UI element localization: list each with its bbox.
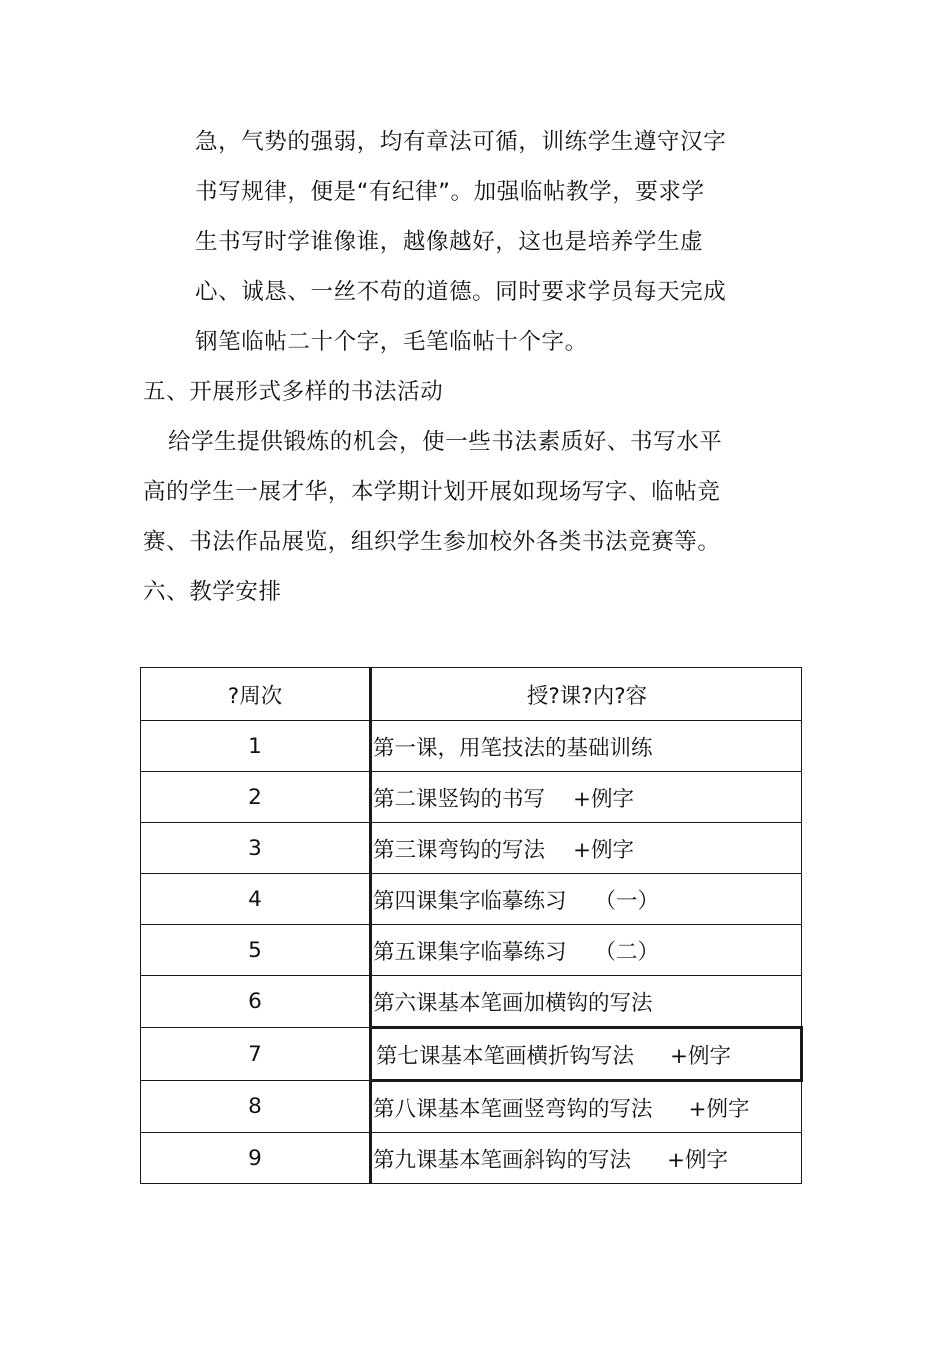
lesson-title: 第五课集字临摹练习 [373, 939, 567, 965]
paragraph-line: 赛、书法作品展览，组织学生参加校外各类书法竞赛等。 [143, 529, 721, 555]
week-cell: 6 [141, 976, 371, 1028]
content-cell [371, 874, 802, 925]
content-cell [371, 1081, 802, 1133]
paragraph-line: 心、诚恳、一丝不苟的道德。同时要求学员每天完成 [195, 279, 727, 305]
content-cell [371, 772, 802, 823]
lesson-suffix: （二） [594, 939, 660, 965]
paragraph-line: 钢笔临帖二十个字，毛笔临帖十个字。 [195, 329, 588, 355]
lesson-title: 第三课弯钩的写法 [373, 837, 546, 863]
table-row [141, 1081, 802, 1133]
paragraph-line: 急，气势的强弱，均有章法可循，训练学生遵守汉字 [195, 129, 727, 155]
table-header-row [141, 668, 802, 721]
paragraph-line: 高的学生一展才华，本学期计划开展如现场写字、临帖竞 [143, 479, 721, 505]
week-cell: 7 [141, 1028, 371, 1081]
content-cell [371, 823, 802, 874]
header-week: ?周次 [141, 668, 371, 721]
week-cell: 5 [141, 925, 371, 976]
week-cell: 9 [141, 1133, 371, 1184]
table-row [141, 721, 802, 772]
paragraph-line: 书写规律，便是“有纪律”。加强临帖教学，要求学 [195, 179, 705, 205]
table-row [141, 1133, 802, 1184]
header-content: 授?课?内?容 [371, 668, 802, 721]
lesson-title: 第九课基本笔画斜钩的写法 [373, 1147, 632, 1173]
lesson-title: 第六课基本笔画加横钩的写法 [373, 990, 653, 1016]
table-row [141, 925, 802, 976]
content-cell [371, 925, 802, 976]
content-cell [371, 1133, 802, 1184]
table-row [141, 772, 802, 823]
table-row [141, 874, 802, 925]
lesson-title: 第八课基本笔画竖弯钩的写法 [373, 1096, 653, 1122]
schedule-table [140, 667, 803, 1184]
week-cell: 2 [141, 772, 371, 823]
content-cell [371, 721, 802, 772]
week-cell: 1 [141, 721, 371, 772]
lesson-suffix: （一） [594, 888, 660, 914]
lesson-suffix: +例字 [688, 1096, 750, 1122]
content-cell [371, 976, 802, 1028]
lesson-suffix: +例字 [670, 1043, 732, 1069]
week-cell: 4 [141, 874, 371, 925]
lesson-title: 第一课，用笔技法的基础训练 [373, 735, 653, 761]
lesson-suffix: +例字 [573, 786, 635, 812]
paragraph-line: 给学生提供锻炼的机会，使一些书法素质好、书写水平 [168, 429, 723, 455]
lesson-title: 第二课竖钩的书写 [373, 786, 546, 812]
lesson-title: 第七课基本笔画横折钩写法 [376, 1043, 635, 1069]
table-row [141, 823, 802, 874]
week-cell: 8 [141, 1081, 371, 1133]
section-heading: 六、教学安排 [143, 579, 282, 605]
section-heading: 五、开展形式多样的书法活动 [143, 379, 444, 405]
table-row [141, 1028, 802, 1081]
table-row [141, 976, 802, 1028]
lesson-suffix: +例字 [667, 1147, 729, 1173]
lesson-suffix: +例字 [573, 837, 635, 863]
paragraph-line: 生书写时学谁像谁，越像越好，这也是培养学生虚 [195, 229, 704, 255]
content-cell [371, 1028, 802, 1081]
lesson-title: 第四课集字临摹练习 [373, 888, 567, 914]
week-cell: 3 [141, 823, 371, 874]
